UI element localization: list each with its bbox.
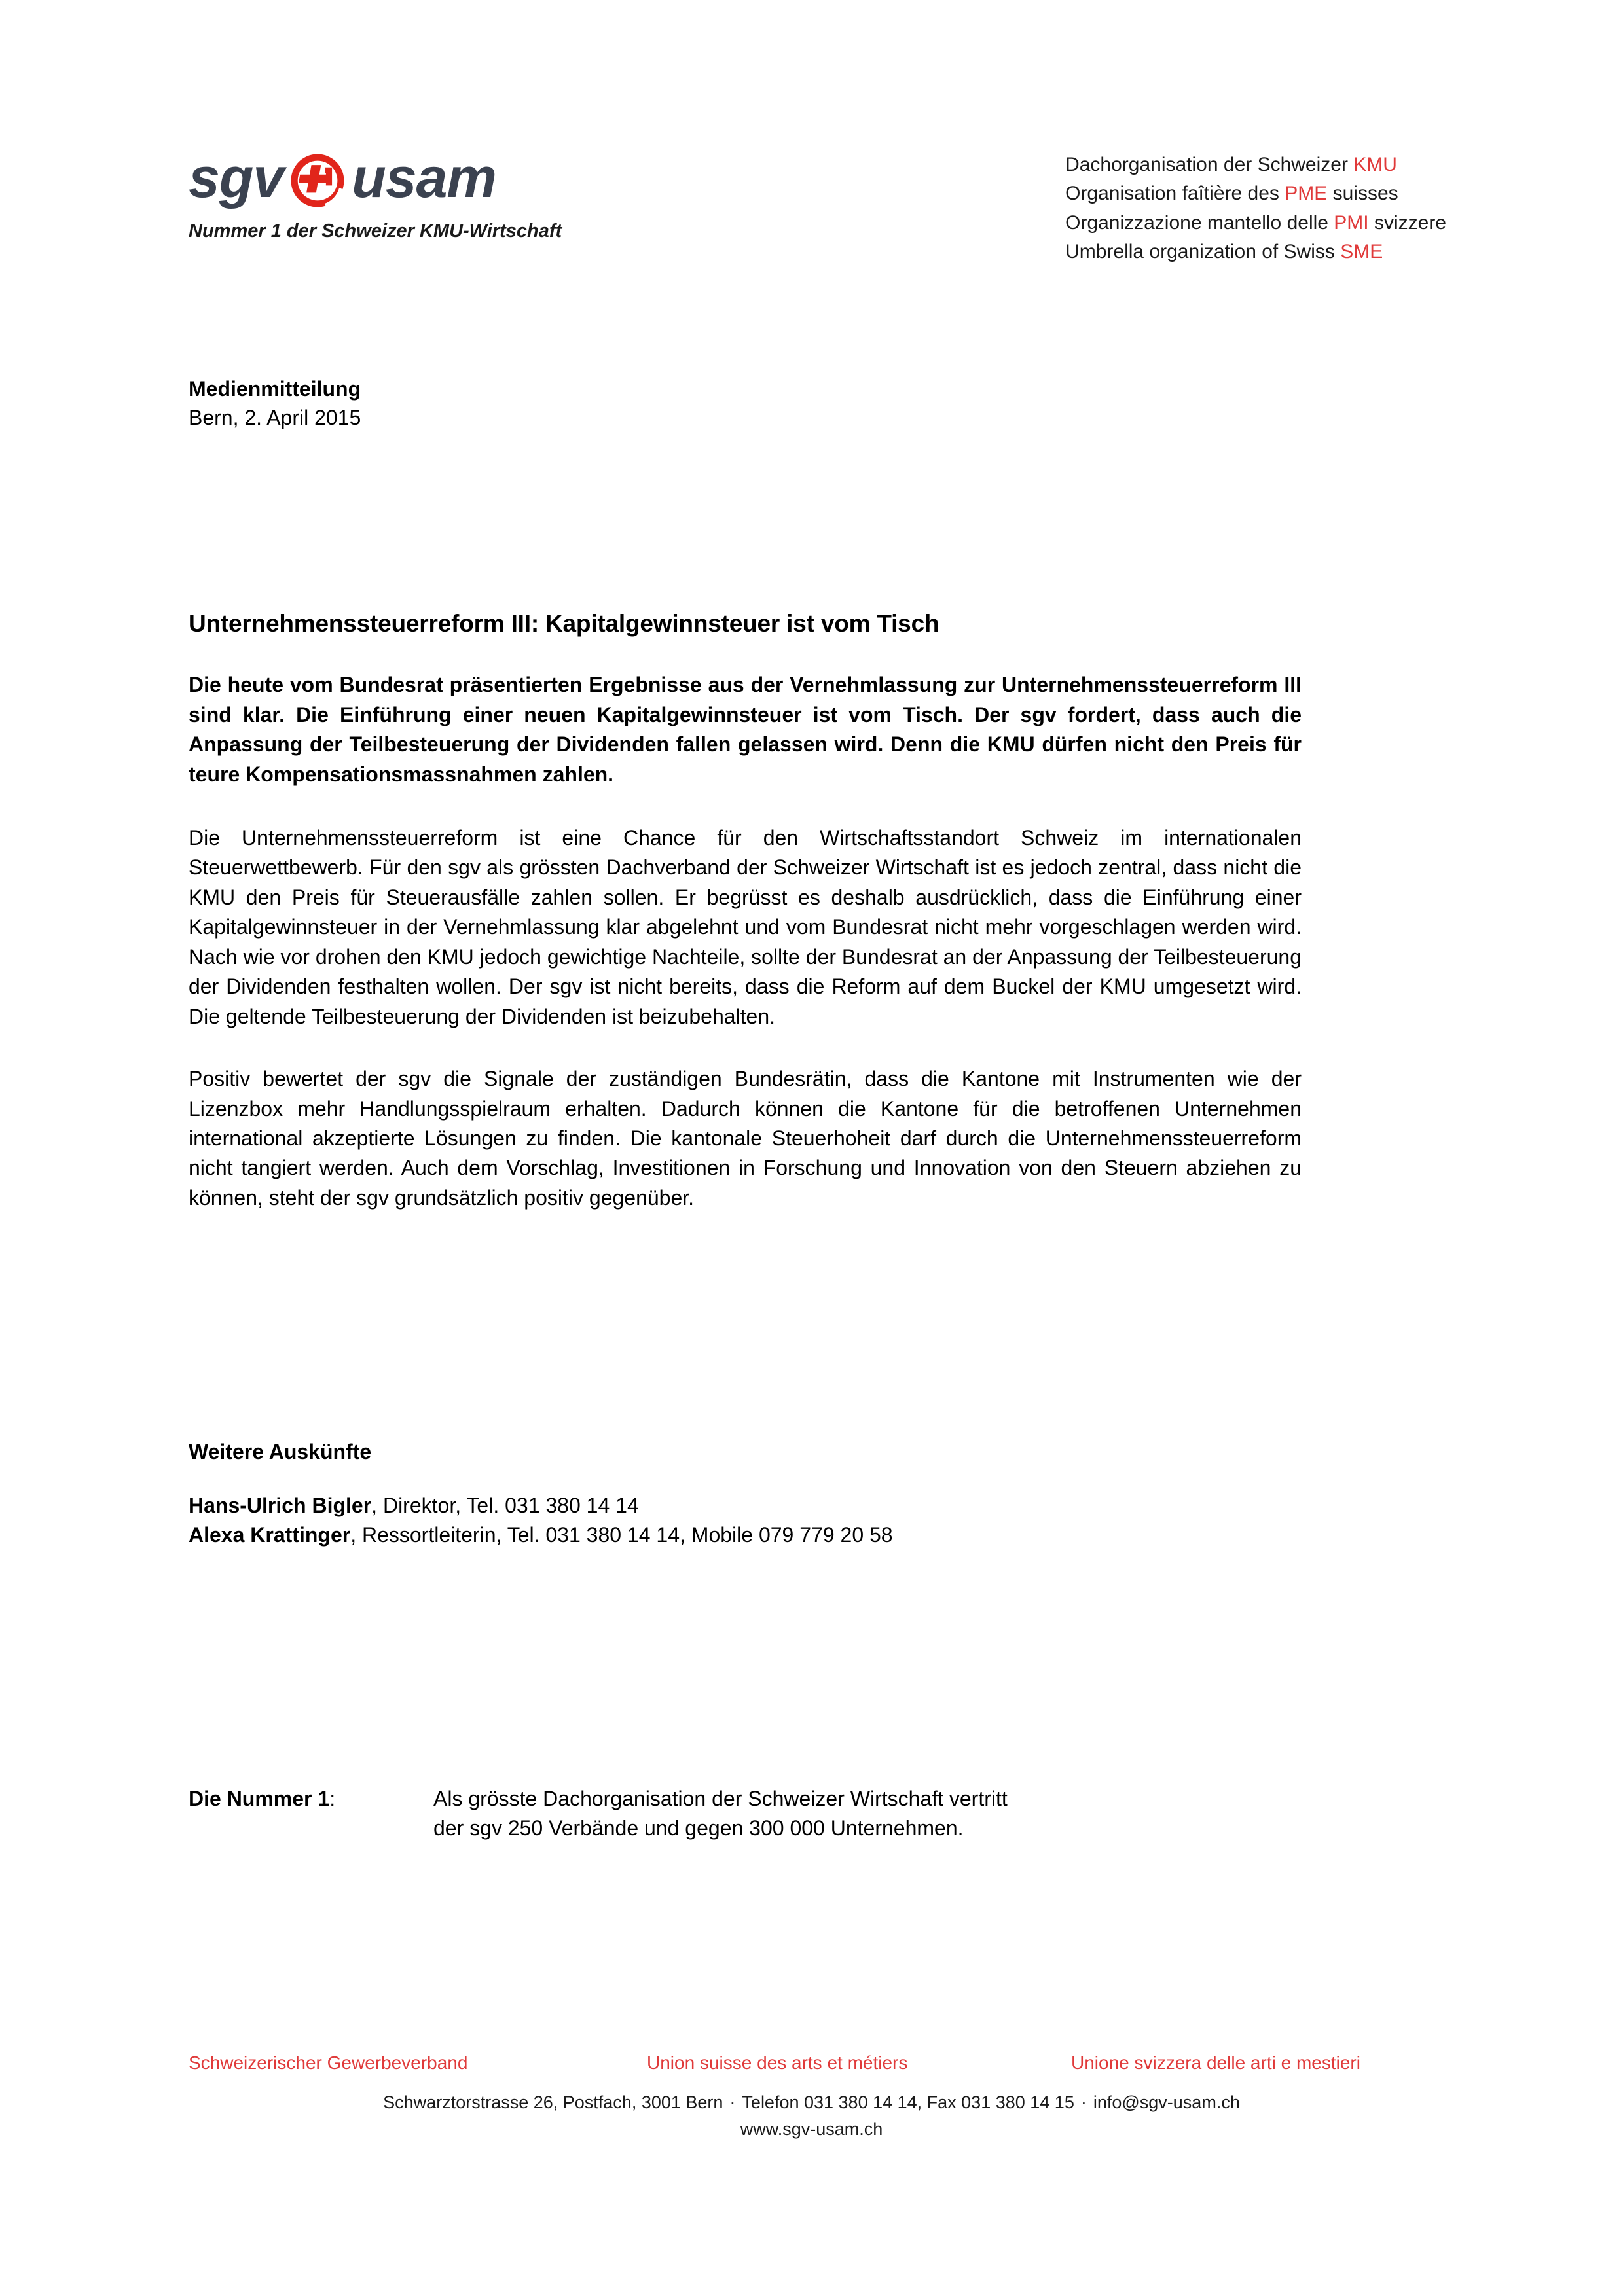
- contact-row: [189, 1491, 1302, 1520]
- footer-address-block: [0, 2089, 1623, 2142]
- org-accent-kmu: KMU: [1353, 154, 1397, 175]
- page-title: Unternehmenssteuerreform III: Kapitalgewinnsteuer ist vom Tisch: [189, 610, 939, 637]
- organization-descriptor-lines: [1065, 151, 1446, 267]
- org-line-it: Organizzazione mantello delle PMI svizzere: [1065, 211, 1446, 234]
- number-one-label-text: Die Nummer 1: [189, 1787, 330, 1810]
- org-accent-sme: SME: [1340, 241, 1383, 263]
- footer-website[interactable]: www.sgv-usam.ch: [740, 2119, 883, 2139]
- org-line-fr: Organisation faîtière des PME suisses: [1065, 183, 1398, 205]
- footer-separator: ·: [1080, 2092, 1087, 2113]
- contact-details: , Direktor, Tel. 031 380 14 14: [371, 1493, 639, 1517]
- footer-organization-names: [0, 2051, 1623, 2075]
- footer-name-it: Unione svizzera delle arti e mestieri: [1071, 2053, 1360, 2073]
- press-release-meta: [189, 374, 361, 432]
- contact-row: [189, 1520, 1302, 1550]
- number-one-label: [189, 1784, 433, 1844]
- logo-word-sgv: sgv: [189, 147, 284, 209]
- org-accent-pmi: PMI: [1334, 211, 1369, 234]
- footer-separator: ·: [729, 2092, 736, 2113]
- org-line-de: Dachorganisation der Schweizer KMU: [1065, 154, 1397, 175]
- contact-heading: Weitere Auskünfte: [189, 1440, 372, 1463]
- footer-name-de: Schweizerischer Gewerbeverband: [189, 2053, 468, 2073]
- footer-email[interactable]: info@sgv-usam.ch: [1093, 2092, 1240, 2113]
- number-one-colon: :: [329, 1787, 336, 1810]
- contact-section: [189, 1439, 1302, 1550]
- number-one-boilerplate: [189, 1784, 1302, 1844]
- document-header: [189, 148, 1446, 267]
- contact-name: Alexa Krattinger: [189, 1523, 351, 1547]
- sgv-usam-logo: [189, 148, 562, 243]
- logo-wordmark: [189, 148, 496, 208]
- dateline: Bern, 2. April 2015: [189, 406, 361, 430]
- document-type-label: Medienmitteilung: [189, 377, 361, 401]
- contact-details: , Ressortleiterin, Tel. 031 380 14 14, Mobile 079 779 20 58: [350, 1523, 893, 1547]
- logo-word-usam: usam: [352, 147, 496, 209]
- number-one-text: [433, 1784, 1302, 1844]
- footer-name-fr: Union suisse des arts et métiers: [647, 2053, 908, 2073]
- sgv-circle-cross-emblem-icon: [287, 151, 348, 211]
- org-line-en: Umbrella organization of Swiss SME: [1065, 241, 1383, 263]
- number-one-line-1: Als grösste Dachorganisation der Schweizer Wirtschaft vertritt: [433, 1787, 1008, 1810]
- document-footer: [0, 2051, 1623, 2142]
- footer-address-line: [0, 2089, 1623, 2116]
- number-one-line-2: der sgv 250 Verbände und gegen 300 000 Unternehmen.: [433, 1816, 964, 1840]
- contact-name: Hans-Ulrich Bigler: [189, 1493, 372, 1517]
- logo-tagline: Nummer 1 der Schweizer KMU-Wirtschaft: [189, 221, 562, 242]
- body-paragraph-1: Die Unternehmenssteuerreform ist eine Chance für den Wirtschaftsstandort Schweiz im internationalen Steuerwettbewerb. Für den sgv als grössten Dachverband der Schweizer Wirtschaft ist es jedoch zentral, dass nicht die KMU den Preis für Steuerausfälle zahlen sollen. Er begrüsst es deshalb ausdrücklich, dass die Einführung einer Kapitalgewinnsteuer in der Vernehmlassung klar abgelehnt und vom Bundesrat nicht mehr vorgeschlagen werden wird. Nach wie vor drohen den KMU jedoch gewichtige Nachteile, sollte der Bundesrat an der Anpassung der Teilbesteuerung der Dividenden festhalten wollen. Der sgv ist nicht bereits, dass die Reform auf dem Buckel der KMU umgesetzt wird. Die geltende Teilbesteuerung der Dividenden ist beizubehalten.: [189, 826, 1302, 1028]
- lead-paragraph: Die heute vom Bundesrat präsentierten Ergebnisse aus der Vernehmlassung zur Unternehmenssteuerreform III sind klar. Die Einführung einer neuen Kapitalgewinnsteuer ist vom Tisch. Der sgv fordert, dass auch die Anpassung der Teilbesteuerung der Dividenden fallen gelassen wird. Denn die KMU dürfen nicht den Preis für teure Kompensationsmassnahmen zahlen.: [189, 673, 1302, 786]
- footer-phone-fax: Telefon 031 380 14 14, Fax 031 380 14 15: [742, 2092, 1074, 2113]
- org-accent-pme: PME: [1285, 183, 1328, 205]
- body-paragraph-2: Positiv bewertet der sgv die Signale der zuständigen Bundesrätin, dass die Kantone mit Instrumenten wie der Lizenzbox mehr Handlungsspielraum erhalten. Dadurch können die Kantone für die betroffenen Unternehmen international akzeptierte Lösungen zu finden. Die kantonale Steuerhoheit darf durch die Unternehmenssteuerreform nicht tangiert werden. Auch dem Vorschlag, Investitionen in Forschung und Innovation von den Steuern abziehen zu können, steht der sgv grundsätzlich positiv gegenüber.: [189, 1067, 1302, 1210]
- footer-postal-address: Schwarztorstrasse 26, Postfach, 3001 Bern: [383, 2092, 723, 2113]
- main-content: [189, 609, 1302, 1213]
